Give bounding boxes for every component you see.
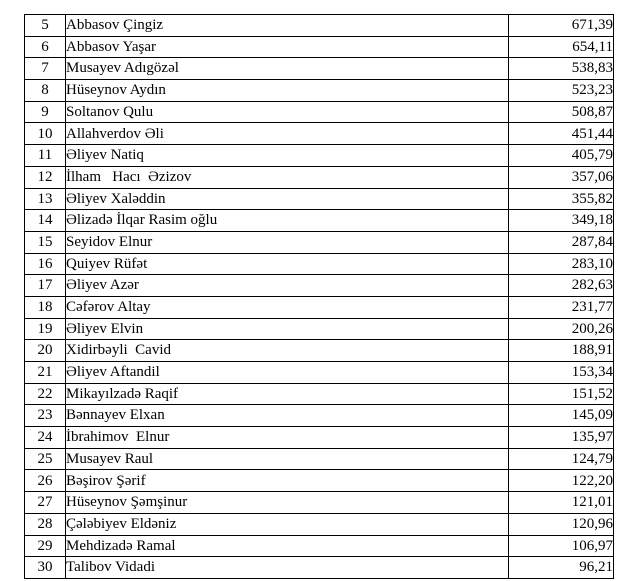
rank-cell: 25 — [25, 448, 66, 470]
rank-cell: 5 — [25, 15, 66, 37]
table-row — [25, 253, 614, 275]
name-cell: Çələbiyev Eldəniz — [66, 513, 509, 535]
rank-cell: 19 — [25, 318, 66, 340]
rank-cell: 13 — [25, 188, 66, 210]
name-cell: Soltanov Qulu — [66, 101, 509, 123]
value-cell: 96,21 — [509, 557, 614, 579]
table-row — [25, 80, 614, 102]
name-cell: Allahverdov Əli — [66, 123, 509, 145]
value-cell: 121,01 — [509, 492, 614, 514]
table-row — [25, 557, 614, 579]
table-row — [25, 470, 614, 492]
rank-cell: 15 — [25, 231, 66, 253]
rank-cell: 26 — [25, 470, 66, 492]
rank-cell: 11 — [25, 145, 66, 167]
value-cell: 151,52 — [509, 383, 614, 405]
table-row — [25, 340, 614, 362]
table-row — [25, 383, 614, 405]
name-cell: Musayev Raul — [66, 448, 509, 470]
value-cell: 451,44 — [509, 123, 614, 145]
table-row — [25, 492, 614, 514]
table-row — [25, 448, 614, 470]
value-cell: 287,84 — [509, 231, 614, 253]
table-row — [25, 513, 614, 535]
value-cell: 349,18 — [509, 210, 614, 232]
table-row — [25, 123, 614, 145]
value-cell: 145,09 — [509, 405, 614, 427]
value-cell: 523,23 — [509, 80, 614, 102]
rank-cell: 29 — [25, 535, 66, 557]
value-cell: 200,26 — [509, 318, 614, 340]
table-row — [25, 210, 614, 232]
rank-cell: 7 — [25, 58, 66, 80]
table-row — [25, 188, 614, 210]
value-cell: 357,06 — [509, 166, 614, 188]
table-row — [25, 296, 614, 318]
name-cell: Mehdizadə Ramal — [66, 535, 509, 557]
rank-cell: 14 — [25, 210, 66, 232]
name-cell: Seyidov Elnur — [66, 231, 509, 253]
ranking-table-body — [25, 15, 614, 579]
value-cell: 283,10 — [509, 253, 614, 275]
value-cell: 135,97 — [509, 427, 614, 449]
value-cell: 153,34 — [509, 362, 614, 384]
rank-cell: 17 — [25, 275, 66, 297]
name-cell: Abbasov Çingiz — [66, 15, 509, 37]
table-row — [25, 36, 614, 58]
rank-cell: 22 — [25, 383, 66, 405]
rank-cell: 20 — [25, 340, 66, 362]
table-row — [25, 427, 614, 449]
name-cell: Hüseynov Şəmşinur — [66, 492, 509, 514]
rank-cell: 8 — [25, 80, 66, 102]
rank-cell: 18 — [25, 296, 66, 318]
name-cell: Əliyev Elvin — [66, 318, 509, 340]
rank-cell: 27 — [25, 492, 66, 514]
rank-cell: 9 — [25, 101, 66, 123]
name-cell: İbrahimov Elnur — [66, 427, 509, 449]
value-cell: 508,87 — [509, 101, 614, 123]
table-row — [25, 145, 614, 167]
table-row — [25, 231, 614, 253]
name-cell: Əliyev Xaləddin — [66, 188, 509, 210]
name-cell: Əliyev Azər — [66, 275, 509, 297]
value-cell: 120,96 — [509, 513, 614, 535]
name-cell: Hüseynov Aydın — [66, 80, 509, 102]
name-cell: Cəfərov Altay — [66, 296, 509, 318]
table-row — [25, 101, 614, 123]
name-cell: Xidirbəyli Cavid — [66, 340, 509, 362]
name-cell: Talibov Vidadi — [66, 557, 509, 579]
table-row — [25, 275, 614, 297]
rank-cell: 28 — [25, 513, 66, 535]
rank-cell: 10 — [25, 123, 66, 145]
table-row — [25, 535, 614, 557]
rank-cell: 16 — [25, 253, 66, 275]
rank-cell: 12 — [25, 166, 66, 188]
name-cell: Bəşirov Şərif — [66, 470, 509, 492]
table-row — [25, 362, 614, 384]
ranking-table — [24, 14, 614, 579]
name-cell: Əliyev Natiq — [66, 145, 509, 167]
name-cell: Quiyev Rüfət — [66, 253, 509, 275]
table-row — [25, 405, 614, 427]
table-row — [25, 15, 614, 37]
value-cell: 124,79 — [509, 448, 614, 470]
rank-cell: 6 — [25, 36, 66, 58]
value-cell: 188,91 — [509, 340, 614, 362]
table-row — [25, 318, 614, 340]
table-row — [25, 58, 614, 80]
value-cell: 355,82 — [509, 188, 614, 210]
value-cell: 654,11 — [509, 36, 614, 58]
name-cell: Əlizadə İlqar Rasim oğlu — [66, 210, 509, 232]
name-cell: Musayev Adıgözəl — [66, 58, 509, 80]
rank-cell: 21 — [25, 362, 66, 384]
value-cell: 671,39 — [509, 15, 614, 37]
name-cell: Əliyev Aftandil — [66, 362, 509, 384]
value-cell: 122,20 — [509, 470, 614, 492]
value-cell: 282,63 — [509, 275, 614, 297]
value-cell: 405,79 — [509, 145, 614, 167]
name-cell: İlham Hacı Əzizov — [66, 166, 509, 188]
rank-cell: 30 — [25, 557, 66, 579]
name-cell: Bənnayev Elxan — [66, 405, 509, 427]
value-cell: 231,77 — [509, 296, 614, 318]
value-cell: 106,97 — [509, 535, 614, 557]
rank-cell: 24 — [25, 427, 66, 449]
value-cell: 538,83 — [509, 58, 614, 80]
name-cell: Mikayılzadə Raqif — [66, 383, 509, 405]
name-cell: Abbasov Yaşar — [66, 36, 509, 58]
table-row — [25, 166, 614, 188]
rank-cell: 23 — [25, 405, 66, 427]
